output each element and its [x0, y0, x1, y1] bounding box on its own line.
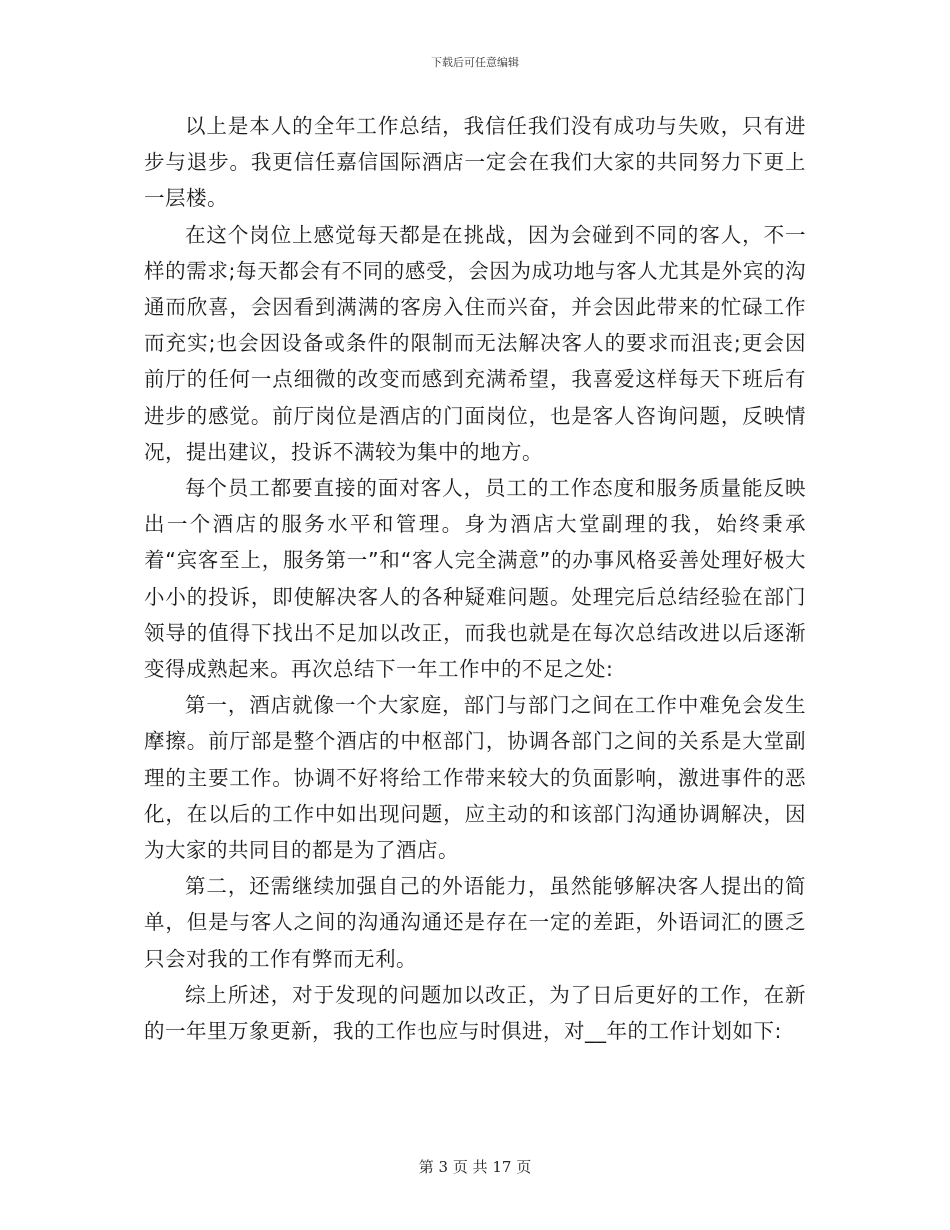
paragraph-summary: 以上是本人的全年工作总结，我信任我们没有成功与失败，只有进步与退步。我更信任嘉信国际酒店一定会在我们大家的共同努力下更上一层楼。 — [144, 114, 806, 211]
paragraph-guest-service: 每个员工都要直接的面对客人，员工的工作态度和服务质量能反映出一个酒店的服务水平和管理。身为酒店大堂副理的我，始终秉承着“宾客至上，服务第一”和“客人完全满意”的办事风格妥善处理好极大小小的投诉，即使解决客人的各种疑难问题。处理完后总结经验在部门领导的值得下找出不足加以改正，而我也就是在每次总结改进以后逐渐变得成熟起来。再次总结下一年工作中的不足之处: — [144, 476, 806, 682]
paragraph-conclusion: 综上所述，对于发现的问题加以改正，为了日后更好的工作，在新的一年里万象更新，我的工作也应与时俱进，对__年的工作计划如下: — [144, 982, 806, 1044]
document-body — [144, 108, 806, 1049]
paragraph-point-two: 第二，还需继续加强自己的外语能力，虽然能够解决客人提出的简单，但是与客人之间的沟通沟通还是存在一定的差距，外语词汇的匮乏只会对我的工作有弊而无利。 — [144, 874, 806, 971]
page-number: 第 3 页 共 17 页 — [418, 1158, 532, 1176]
paragraph-front-desk-experience: 在这个岗位上感觉每天都是在挑战，因为会碰到不同的客人，不一样的需求;每天都会有不同的感受，会因为成功地与客人尤其是外宾的沟通而欣喜，会因看到满满的客房入住而兴奋，并会因此带来的忙碌工作而充实;也会因设备或条件的限制而无法解决客人的要求而沮丧;更会因前厅的任何一点细微的改变而感到充满希望，我喜爱这样每天下班后有进步的感觉。前厅岗位是酒店的门面岗位，也是客人咨询问题，反映情况，提出建议，投诉不满较为集中的地方。 — [144, 222, 806, 464]
paragraph-point-one: 第一，酒店就像一个大家庭，部门与部门之间在工作中难免会发生摩擦。前厅部是整个酒店的中枢部门，协调各部门之间的关系是大堂副理的主要工作。协调不好将给工作带来较大的负面影响，激进事件的恶化，在以后的工作中如出现问题，应主动的和该部门沟通协调解决，因为大家的共同目的都是为了酒店。 — [144, 693, 806, 863]
page-header-note: 下载后可任意编辑 — [431, 56, 519, 69]
